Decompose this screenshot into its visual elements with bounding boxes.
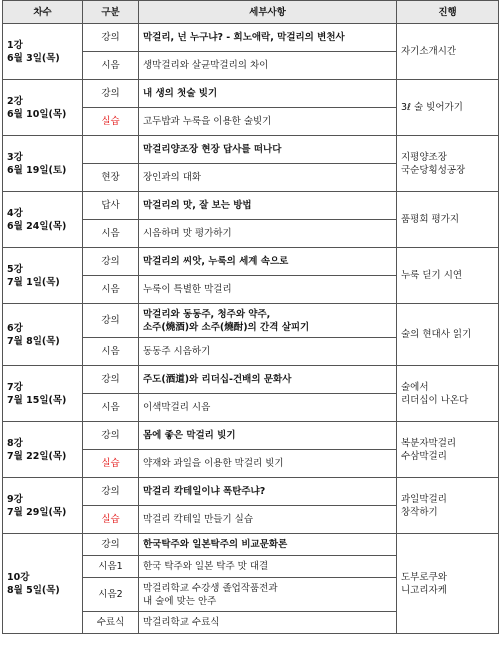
detail-cell: 시음하며 맛 평가하기 bbox=[139, 220, 397, 248]
detail-cell: 한국 탁주와 일본 탁주 맛 대결 bbox=[139, 556, 397, 578]
detail-cell: 막걸리 칵테일 만들기 실습 bbox=[139, 506, 397, 534]
category-cell: 실습 bbox=[83, 450, 139, 478]
category-cell bbox=[83, 136, 139, 164]
category-cell: 수료식 bbox=[83, 612, 139, 634]
session-label: 4강 6월 24일(목) bbox=[3, 192, 83, 248]
session-label: 2강 6월 10일(목) bbox=[3, 80, 83, 136]
progress-cell: 복분자막걸리 수삼막걸리 bbox=[397, 422, 499, 478]
session-label: 3강 6월 19일(토) bbox=[3, 136, 83, 192]
category-cell: 시음 bbox=[83, 52, 139, 80]
detail-cell: 막걸리와 동동주, 청주와 약주, 소주(燒酒)와 소주(燒酎)의 간격 살피기 bbox=[139, 304, 397, 338]
detail-cell: 고두밥과 누룩을 이용한 술빚기 bbox=[139, 108, 397, 136]
category-cell: 실습 bbox=[83, 506, 139, 534]
category-cell: 강의 bbox=[83, 478, 139, 506]
detail-cell: 막걸리학교 수강생 졸업작품전과 내 술에 맞는 안주 bbox=[139, 578, 397, 612]
detail-cell: 약재와 과일을 이용한 막걸리 빚기 bbox=[139, 450, 397, 478]
category-cell: 강의 bbox=[83, 422, 139, 450]
session-label: 9강 7월 29일(목) bbox=[3, 478, 83, 534]
detail-cell: 막걸리양조장 현장 답사를 떠나다 bbox=[139, 136, 397, 164]
progress-cell: 3ℓ 술 빚어가기 bbox=[397, 80, 499, 136]
header-row bbox=[3, 1, 499, 24]
schedule-row bbox=[3, 534, 499, 556]
detail-cell: 막걸리, 넌 누구냐? - 희노애락, 막걸리의 변천사 bbox=[139, 24, 397, 52]
category-cell: 시음 bbox=[83, 338, 139, 366]
detail-cell: 막걸리 칵테일이냐 폭탄주냐? bbox=[139, 478, 397, 506]
session-label: 8강 7월 22일(목) bbox=[3, 422, 83, 478]
schedule-body bbox=[3, 24, 499, 634]
progress-cell: 과일막걸리 창작하기 bbox=[397, 478, 499, 534]
category-cell: 강의 bbox=[83, 534, 139, 556]
category-cell: 시음 bbox=[83, 220, 139, 248]
session-label: 5강 7월 1일(목) bbox=[3, 248, 83, 304]
schedule-row bbox=[3, 80, 499, 108]
category-cell: 시음2 bbox=[83, 578, 139, 612]
progress-cell: 품평회 평가지 bbox=[397, 192, 499, 248]
progress-cell: 술의 현대사 읽기 bbox=[397, 304, 499, 366]
category-cell: 강의 bbox=[83, 304, 139, 338]
detail-cell: 이색막걸리 시음 bbox=[139, 394, 397, 422]
schedule-row bbox=[3, 136, 499, 164]
progress-cell: 자기소개시간 bbox=[397, 24, 499, 80]
category-cell: 실습 bbox=[83, 108, 139, 136]
course-schedule-table bbox=[2, 0, 499, 634]
detail-cell: 한국탁주와 일본탁주의 비교문화론 bbox=[139, 534, 397, 556]
category-cell: 강의 bbox=[83, 248, 139, 276]
progress-cell: 누룩 딛기 시연 bbox=[397, 248, 499, 304]
schedule-row bbox=[3, 366, 499, 394]
session-label: 1강 6월 3일(목) bbox=[3, 24, 83, 80]
session-label: 7강 7월 15일(목) bbox=[3, 366, 83, 422]
category-cell: 강의 bbox=[83, 80, 139, 108]
progress-cell: 지평양조장 국순당횡성공장 bbox=[397, 136, 499, 192]
detail-cell: 막걸리의 씨앗, 누룩의 세계 속으로 bbox=[139, 248, 397, 276]
header-category: 구분 bbox=[83, 1, 139, 24]
detail-cell: 주도(酒道)와 리더십-건배의 문화사 bbox=[139, 366, 397, 394]
schedule-row bbox=[3, 422, 499, 450]
progress-cell: 도부로쿠와 니고리자케 bbox=[397, 534, 499, 634]
progress-cell: 술에서 리더십이 나온다 bbox=[397, 366, 499, 422]
schedule-row bbox=[3, 24, 499, 52]
detail-cell: 누룩이 특별한 막걸리 bbox=[139, 276, 397, 304]
schedule-row bbox=[3, 478, 499, 506]
detail-cell: 막걸리학교 수료식 bbox=[139, 612, 397, 634]
detail-cell: 생막걸리와 살균막걸리의 차이 bbox=[139, 52, 397, 80]
category-cell: 현장 bbox=[83, 164, 139, 192]
detail-cell: 내 생의 첫술 빚기 bbox=[139, 80, 397, 108]
header-session: 차수 bbox=[3, 1, 83, 24]
header-progress: 진행 bbox=[397, 1, 499, 24]
category-cell: 시음 bbox=[83, 394, 139, 422]
detail-cell: 동동주 시음하기 bbox=[139, 338, 397, 366]
category-cell: 답사 bbox=[83, 192, 139, 220]
schedule-row bbox=[3, 192, 499, 220]
detail-cell: 장인과의 대화 bbox=[139, 164, 397, 192]
schedule-row bbox=[3, 304, 499, 338]
detail-cell: 몸에 좋은 막걸리 빚기 bbox=[139, 422, 397, 450]
session-label: 10강 8월 5일(목) bbox=[3, 534, 83, 634]
category-cell: 시음 bbox=[83, 276, 139, 304]
detail-cell: 막걸리의 맛, 잘 보는 방법 bbox=[139, 192, 397, 220]
header-details: 세부사항 bbox=[139, 1, 397, 24]
session-label: 6강 7월 8일(목) bbox=[3, 304, 83, 366]
category-cell: 시음1 bbox=[83, 556, 139, 578]
category-cell: 강의 bbox=[83, 366, 139, 394]
schedule-row bbox=[3, 248, 499, 276]
category-cell: 강의 bbox=[83, 24, 139, 52]
